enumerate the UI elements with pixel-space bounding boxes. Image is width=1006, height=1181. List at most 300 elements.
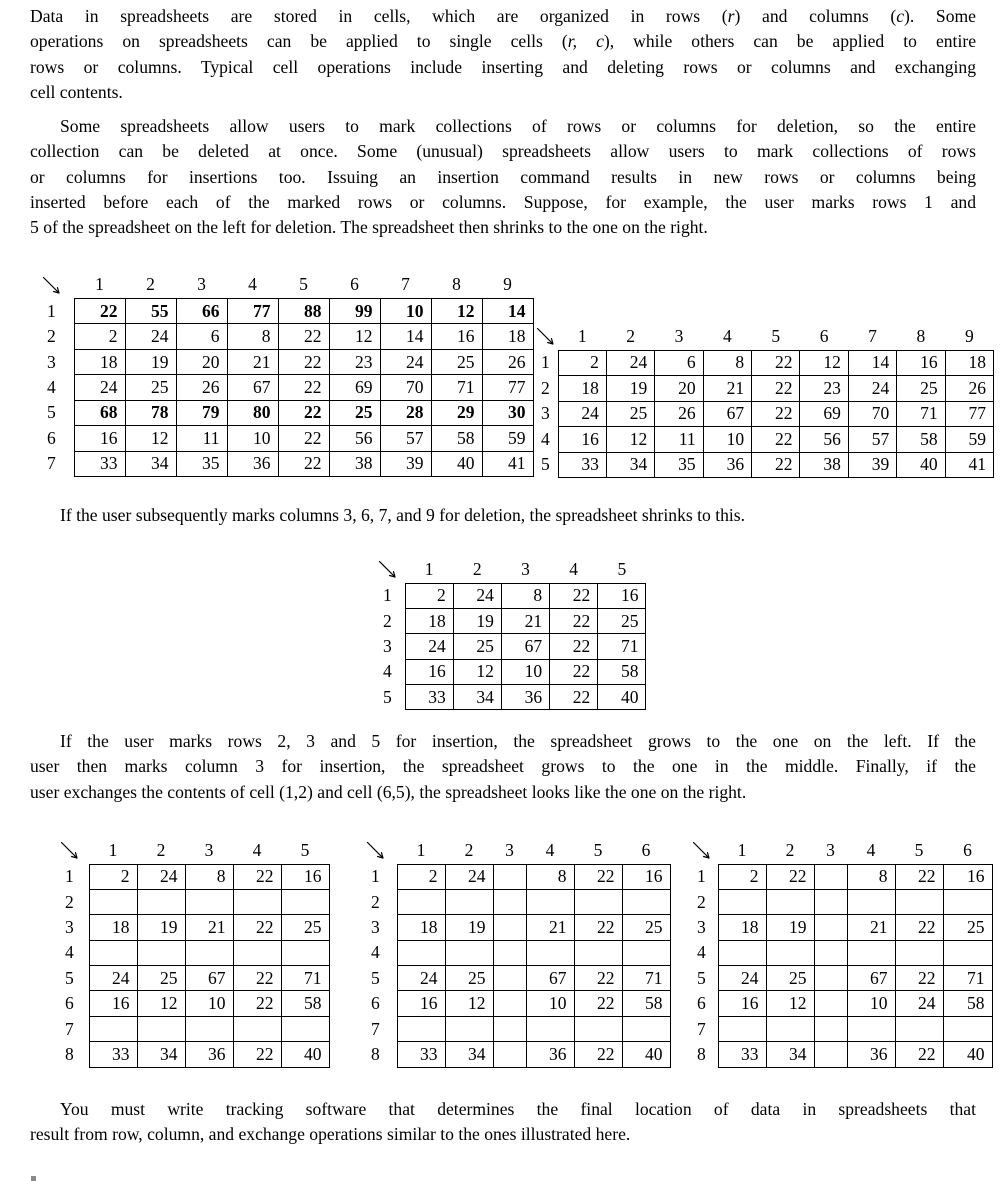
spreadsheet-grid [40,272,534,477]
cell [718,940,766,965]
cell [766,1016,814,1041]
cell: 22 [550,685,598,710]
cell [847,1016,895,1041]
cell: 24 [137,864,185,889]
row-label: 5 [541,454,550,475]
column-header: 5 [300,839,310,860]
row-label: 8 [65,1043,74,1064]
spreadsheet-grid [376,556,646,710]
cell: 18 [74,349,125,374]
cell: 33 [89,1042,137,1067]
cell: 71 [281,966,329,991]
table-row [690,940,992,965]
cell [233,889,281,914]
cell: 58 [897,427,945,453]
cell: 18 [558,376,606,402]
row-label: 2 [371,891,380,912]
row-label: 4 [371,942,380,963]
cell: 38 [329,451,380,476]
cell: 57 [380,426,431,451]
text-line [30,165,976,190]
column-header: 3 [505,839,514,860]
cell: 22 [233,991,281,1016]
text-segment: 5 of the spreadsheet on the left for deletion. The spreadsheet then shrinks to the one on the right. [30,217,708,238]
cell: 70 [848,401,896,427]
text-line [30,80,976,105]
cell: 24 [895,991,943,1016]
cell [718,889,766,914]
cell: 57 [848,427,896,453]
cell [622,940,670,965]
cell: 18 [718,915,766,940]
cell: 40 [598,685,646,710]
cell: 18 [405,608,453,633]
diagonal-arrow-icon [691,840,713,862]
cell: 18 [89,915,137,940]
cell: 36 [847,1042,895,1067]
cell: 58 [431,426,482,451]
cell: 59 [482,426,533,451]
cell: 10 [703,427,751,453]
cell: 22 [752,401,800,427]
table-row [364,1042,670,1067]
cell [814,1042,847,1067]
cell [574,940,622,965]
cell: 19 [137,915,185,940]
cell: 22 [278,375,329,400]
table-row [376,608,646,633]
cell: 25 [606,401,654,427]
table-row [58,940,329,965]
cell [397,1016,445,1041]
cell: 18 [482,324,533,349]
table-row [534,376,994,402]
cell: 2 [718,864,766,889]
cell: 35 [176,451,227,476]
cell [281,940,329,965]
column-header: 1 [95,274,104,294]
cell: 22 [895,966,943,991]
row-label: 6 [65,993,74,1014]
text-segment: If the user marks rows 2, 3 and 5 for insertion, the spreadsheet grows to the one on the left. If the [60,731,976,751]
clipped-next-heading-fragment [31,1176,36,1181]
cell: 36 [501,685,549,710]
row-label: 4 [697,942,706,963]
table-row [58,1016,329,1041]
cell: 24 [848,376,896,402]
cell [847,889,895,914]
column-header: 3 [521,558,530,579]
math-italic-text: r [727,6,735,26]
cell: 78 [125,400,176,425]
row-label: 5 [47,402,56,423]
cell: 16 [74,426,125,451]
cell: 10 [526,991,574,1016]
table-row [58,864,329,889]
row-label: 1 [697,866,706,887]
cell: 24 [125,324,176,349]
cell: 36 [227,451,278,476]
cell [574,889,622,914]
text-segment: Data in spreadsheets are stored in cells, which are organized in rows ( [30,6,728,26]
cell [814,864,847,889]
cell: 22 [278,400,329,425]
cell: 22 [574,1042,622,1067]
row-label: 7 [65,1018,74,1039]
column-header: 2 [626,325,635,346]
cell: 12 [125,426,176,451]
cell: 29 [431,400,482,425]
text-line [30,190,976,215]
row-label: 2 [65,891,74,912]
cell: 12 [445,991,493,1016]
paragraph-intro-cells [30,4,976,105]
table-row [690,1016,992,1041]
column-header: 4 [866,839,876,860]
cell: 22 [752,350,800,376]
text-segment: ), while others can be applied to entire [603,31,976,52]
text-segment: If the user subsequently marks columns 3, 6, 7, and 9 for deletion, the spreadsheet shrinks to this. [60,505,746,525]
cell: 12 [329,324,380,349]
row-label: 4 [65,942,74,963]
cell [445,889,493,914]
text-segment: operations on spreadsheets can be applied to single cells ( [30,31,568,52]
cell: 56 [800,427,848,453]
cell: 12 [137,991,185,1016]
cell: 10 [501,659,549,684]
cell: 67 [847,966,895,991]
column-header: 9 [964,325,974,346]
text-line [30,503,976,528]
table-row [534,427,994,453]
cell [895,940,943,965]
column-header: 8 [916,325,926,346]
cell [814,940,847,965]
cell: 26 [945,376,993,402]
text-line [30,1122,976,1147]
cell: 80 [227,400,278,425]
table-corner [40,272,74,299]
cell: 36 [185,1042,233,1067]
text-segment: collection can be deleted at once. Some (unusual) spreadsheets allow users to mark collections of rows [30,141,976,162]
spreadsheet-table-after-column-deletion [376,556,646,710]
cell: 24 [453,583,501,608]
table-row [40,375,533,400]
cell: 22 [574,864,622,889]
cell: 33 [74,451,125,476]
cell [185,940,233,965]
cell: 25 [281,915,329,940]
cell [445,1016,493,1041]
table-row [40,349,533,374]
table-row [364,940,670,965]
table-row [534,452,994,478]
cell [814,966,847,991]
cell: 67 [185,966,233,991]
column-header: 4 [722,325,732,346]
column-header: 1 [424,558,434,579]
cell: 11 [655,427,703,453]
cell: 8 [227,324,278,349]
diagonal-arrow-icon [365,840,387,862]
row-label: 7 [47,453,56,474]
cell: 66 [176,299,227,324]
cell: 58 [943,991,992,1016]
table-row [364,864,670,889]
cell [526,1016,574,1041]
row-label: 1 [47,300,56,321]
text-line [30,780,976,805]
cell: 21 [703,376,751,402]
spreadsheet-grid [690,838,993,1068]
cell: 25 [329,400,380,425]
text-segment: cell contents. [30,81,123,102]
cell [493,1016,526,1041]
row-label: 6 [697,993,706,1014]
cell: 22 [752,452,800,478]
cell: 22 [233,864,281,889]
cell: 22 [895,1042,943,1067]
cell: 24 [89,966,137,991]
cell: 71 [943,966,992,991]
cell [814,915,847,940]
column-header: 2 [156,839,166,860]
cell [847,940,895,965]
text-line [30,4,976,29]
column-header: 4 [545,839,555,860]
row-label: 5 [65,967,74,988]
cell: 26 [655,401,703,427]
column-header: 4 [569,558,579,579]
text-segment: inserted before each of the marked rows or columns. Suppose, for example, the user marks rows 1 and [30,191,976,212]
table-row [690,889,992,914]
column-header: 6 [641,839,651,860]
column-header: 1 [108,839,118,860]
cell: 16 [405,659,453,684]
text-segment: user then marks column 3 for insertion, the spreadsheet grows to the one in the middle. Finally, if the [30,756,976,777]
cell: 8 [847,864,895,889]
cell: 20 [176,349,227,374]
column-header: 7 [401,274,410,294]
cell: 8 [185,864,233,889]
table-corner [376,556,405,583]
cell: 16 [558,427,606,453]
cell [526,889,574,914]
row-label: 3 [697,916,706,937]
table-corner [364,838,397,864]
table-row [376,685,646,710]
cell: 40 [622,1042,670,1067]
row-label: 4 [541,428,550,449]
cell: 2 [405,583,453,608]
column-header: 1 [737,839,747,860]
cell: 24 [606,350,654,376]
text-line [30,729,976,754]
cell [718,1016,766,1041]
column-header: 5 [617,558,627,579]
cell: 77 [482,375,533,400]
cell [233,940,281,965]
cell: 39 [848,452,896,478]
diagonal-arrow-icon [377,559,399,581]
cell [526,940,574,965]
cell: 26 [482,349,533,374]
cell: 67 [703,401,751,427]
paragraph-insertions-exchange [30,729,976,805]
cell: 67 [227,375,278,400]
cell: 99 [329,299,380,324]
cell [89,940,137,965]
text-segment: You must write tracking software that determines the final location of data in spreadsheets that [60,1099,976,1119]
table-corner [58,838,89,864]
cell: 71 [897,401,945,427]
cell: 12 [766,991,814,1016]
spreadsheet-table-after-exchange [690,838,993,1068]
column-header: 4 [248,274,257,294]
spreadsheet-table-after-row-deletion [534,323,994,478]
cell: 6 [655,350,703,376]
cell: 24 [74,375,125,400]
cell [493,915,526,940]
text-line [30,29,976,54]
cell [137,889,185,914]
cell: 34 [445,1042,493,1067]
cell [895,889,943,914]
table-row [40,451,533,476]
spreadsheet-table-after-row-insertion [58,838,330,1068]
cell: 8 [526,864,574,889]
column-header: 3 [204,839,214,860]
header-row [376,556,646,583]
cell: 22 [895,915,943,940]
column-header: 7 [868,325,877,346]
cell: 16 [897,350,945,376]
header-row [40,272,533,299]
text-segment: result from row, column, and exchange operations similar to the ones illustrated here. [30,1124,631,1145]
cell [766,889,814,914]
row-label: 2 [47,326,56,347]
table-row [534,401,994,427]
cell: 36 [526,1042,574,1067]
row-label: 1 [383,585,392,606]
cell: 21 [227,349,278,374]
cell: 16 [281,864,329,889]
cell [622,889,670,914]
cell: 22 [233,915,281,940]
column-header: 8 [452,274,461,294]
row-label: 6 [47,427,56,448]
cell: 79 [176,400,227,425]
cell: 14 [848,350,896,376]
text-line [30,139,976,164]
row-label: 5 [383,686,392,707]
table-row [58,915,329,940]
cell [137,1016,185,1041]
column-header: 5 [299,274,308,294]
table-row [58,966,329,991]
cell [895,1016,943,1041]
table-row [40,299,533,324]
cell: 34 [606,452,654,478]
cell: 2 [558,350,606,376]
cell: 24 [405,634,453,659]
spreadsheet-grid [534,323,994,478]
cell: 34 [766,1042,814,1067]
cell: 69 [329,375,380,400]
cell: 28 [380,400,431,425]
cell: 39 [380,451,431,476]
cell: 59 [945,427,993,453]
text-segment: ). Some [904,6,976,26]
table-row [376,583,646,608]
cell: 55 [125,299,176,324]
cell: 56 [329,426,380,451]
cell: 71 [622,966,670,991]
cell: 22 [550,634,598,659]
row-label: 2 [697,891,706,912]
cell: 77 [945,401,993,427]
cell: 69 [800,401,848,427]
table-row [376,634,646,659]
row-label: 3 [541,403,550,424]
cell: 22 [233,1042,281,1067]
cell: 25 [622,915,670,940]
cell: 16 [943,864,992,889]
cell [281,1016,329,1041]
cell: 33 [718,1042,766,1067]
cell: 16 [89,991,137,1016]
cell [493,889,526,914]
header-row [534,323,994,350]
cell: 19 [453,608,501,633]
cell [233,1016,281,1041]
cell [185,1016,233,1041]
cell: 21 [185,915,233,940]
diagonal-arrow-icon [535,326,557,348]
row-label: 2 [541,377,550,398]
cell: 24 [558,401,606,427]
cell: 58 [598,659,646,684]
cell: 23 [800,376,848,402]
cell: 11 [176,426,227,451]
spreadsheet-grid [58,838,330,1068]
cell [89,1016,137,1041]
cell: 33 [558,452,606,478]
column-header: 5 [914,839,924,860]
spreadsheet-grid [364,838,671,1068]
table-row [376,659,646,684]
cell: 2 [74,324,125,349]
cell [814,1016,847,1041]
cell: 35 [655,452,703,478]
cell: 22 [550,608,598,633]
cell: 22 [574,991,622,1016]
column-header: 2 [472,558,482,579]
row-label: 3 [47,351,56,372]
cell: 67 [501,634,549,659]
cell: 22 [895,864,943,889]
row-label: 4 [383,661,392,682]
cell: 8 [501,583,549,608]
row-label: 5 [697,967,706,988]
cell [943,889,992,914]
column-header: 3 [674,325,684,346]
column-header: 3 [197,274,206,294]
cell: 22 [752,376,800,402]
cell: 19 [766,915,814,940]
column-header: 4 [252,839,262,860]
row-label: 2 [383,610,392,631]
